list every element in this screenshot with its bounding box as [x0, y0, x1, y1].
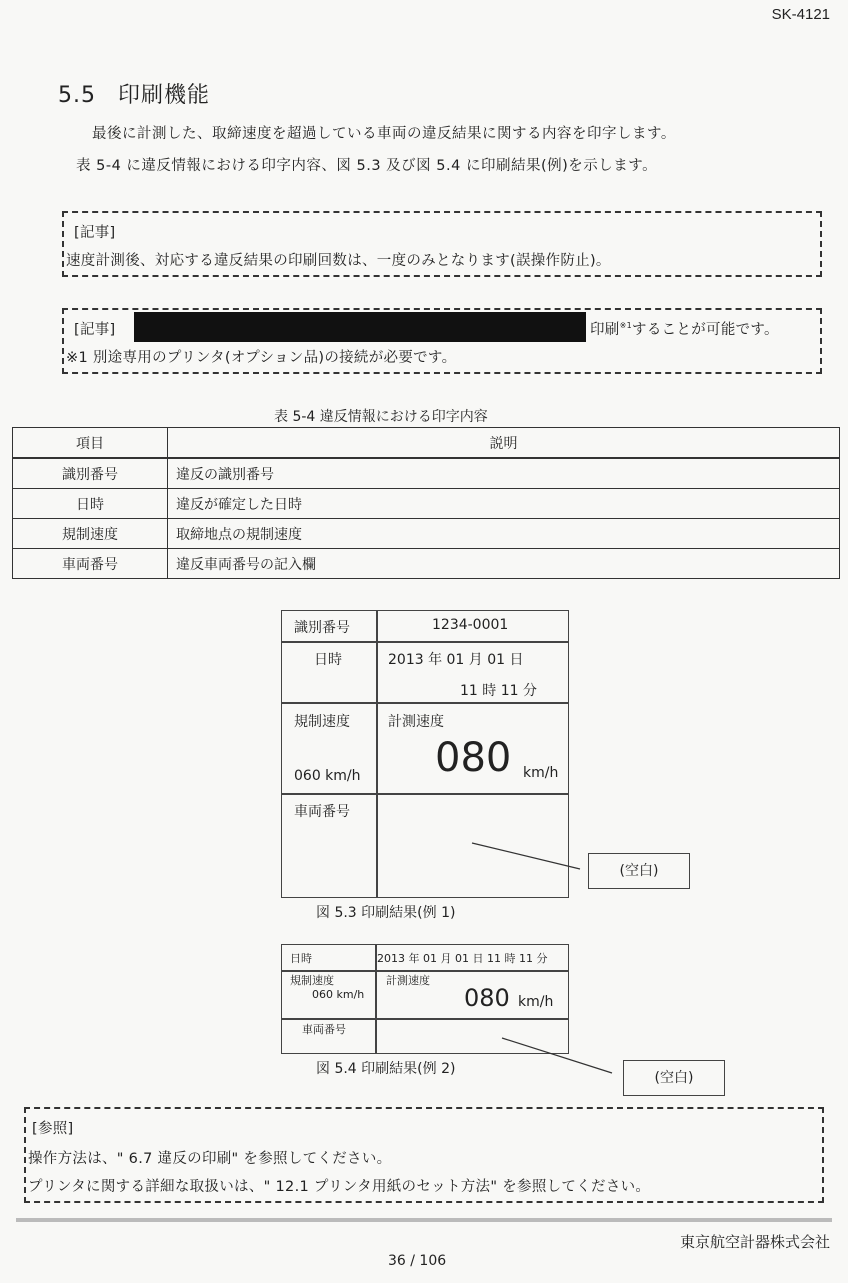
measured-value: 080 — [464, 984, 510, 1012]
limit-value: 060 km/h — [312, 988, 365, 1001]
measured-label: 計測速度 — [388, 714, 444, 730]
print-word: 印刷 — [590, 322, 620, 338]
measured-value: 080 — [435, 735, 512, 781]
figure-caption: 図 5.3 印刷結果(例 1) — [316, 905, 456, 921]
reference-box — [24, 1107, 824, 1203]
measured-label: 計測速度 — [386, 974, 430, 987]
row-item: 規制速度 — [13, 519, 168, 549]
date-value: 2013 年 01 月 01 日 — [388, 652, 524, 668]
divider — [281, 793, 568, 795]
divider — [281, 1018, 568, 1020]
figure-caption: 図 5.4 印刷結果(例 2) — [316, 1061, 456, 1077]
footnote-text: ※1 別途専用のプリンタ(オプション品)の接続が必要です。 — [66, 350, 457, 366]
header-item: 項目 — [13, 428, 168, 459]
header-description: 説明 — [168, 428, 840, 459]
intro-line-1: 最後に計測した、取締速度を超過している車両の違反結果に関する内容を印字します。 — [92, 126, 676, 142]
row-description: 取締地点の規制速度 — [168, 519, 840, 549]
redacted-text — [134, 312, 586, 342]
blank-callout: (空白) — [588, 853, 690, 889]
footnote-mark: ※1 — [619, 321, 633, 331]
limit-label: 規制速度 — [290, 974, 334, 987]
callout-line — [500, 1035, 630, 1080]
plate-label: 車両番号 — [302, 1023, 346, 1036]
measured-unit: km/h — [518, 994, 554, 1010]
section-number: 5.5 — [58, 83, 96, 108]
footer-rule — [16, 1218, 832, 1222]
time-value: 11 時 11 分 — [460, 683, 537, 699]
limit-label: 規制速度 — [294, 714, 350, 730]
blank-callout: (空白) — [623, 1060, 725, 1096]
section-heading — [58, 78, 210, 109]
divider — [281, 702, 568, 704]
company-name: 東京航空計器株式会社 — [679, 1233, 830, 1251]
page-number: 36 / 106 — [388, 1253, 447, 1269]
document-number: SK-4121 — [771, 6, 830, 23]
row-description: 違反の識別番号 — [168, 458, 840, 489]
datetime-label: 日時 — [290, 952, 312, 965]
table-row — [13, 549, 840, 579]
datetime-label: 日時 — [314, 652, 342, 668]
id-label: 識別番号 — [294, 620, 350, 636]
reference-label: [参照] — [32, 1121, 74, 1137]
row-item: 車両番号 — [13, 549, 168, 579]
table-caption: 表 5-4 違反情報における印字内容 — [274, 409, 488, 425]
datetime-value: 2013 年 01 月 01 日 11 時 11 分 — [377, 952, 548, 965]
note-text-tail — [590, 318, 779, 339]
note-tail: することが可能です。 — [632, 322, 779, 338]
note-label: [記事] — [74, 322, 116, 338]
section-title: 印刷機能 — [118, 83, 211, 108]
note-text: 速度計測後、対応する違反結果の印刷回数は、一度のみとなります(誤操作防止)。 — [66, 253, 611, 269]
divider — [281, 641, 568, 643]
print-content-table — [12, 427, 840, 579]
table-row — [13, 489, 840, 519]
plate-label: 車両番号 — [294, 804, 350, 820]
table-row — [13, 519, 840, 549]
reference-line-2: プリンタに関する詳細な取扱いは、" 12.1 プリンタ用紙のセット方法" を参照してください。 — [28, 1179, 651, 1195]
table-row — [13, 458, 840, 489]
divider — [376, 610, 378, 897]
row-description: 違反車両番号の記入欄 — [168, 549, 840, 579]
id-value: 1234-0001 — [432, 617, 509, 633]
table-header-row — [13, 428, 840, 459]
measured-unit: km/h — [523, 765, 559, 781]
note-box-2 — [62, 308, 822, 374]
row-item: 識別番号 — [13, 458, 168, 489]
note-box-1 — [62, 211, 822, 277]
row-description: 違反が確定した日時 — [168, 489, 840, 519]
reference-line-1: 操作方法は、" 6.7 違反の印刷" を参照してください。 — [28, 1151, 392, 1167]
intro-line-2: 表 5-4 に違反情報における印字内容、図 5.3 及び図 5.4 に印刷結果(例)を示します。 — [76, 158, 658, 174]
callout-line — [470, 840, 590, 880]
note-label: [記事] — [74, 225, 116, 241]
row-item: 日時 — [13, 489, 168, 519]
limit-value: 060 km/h — [294, 768, 361, 784]
